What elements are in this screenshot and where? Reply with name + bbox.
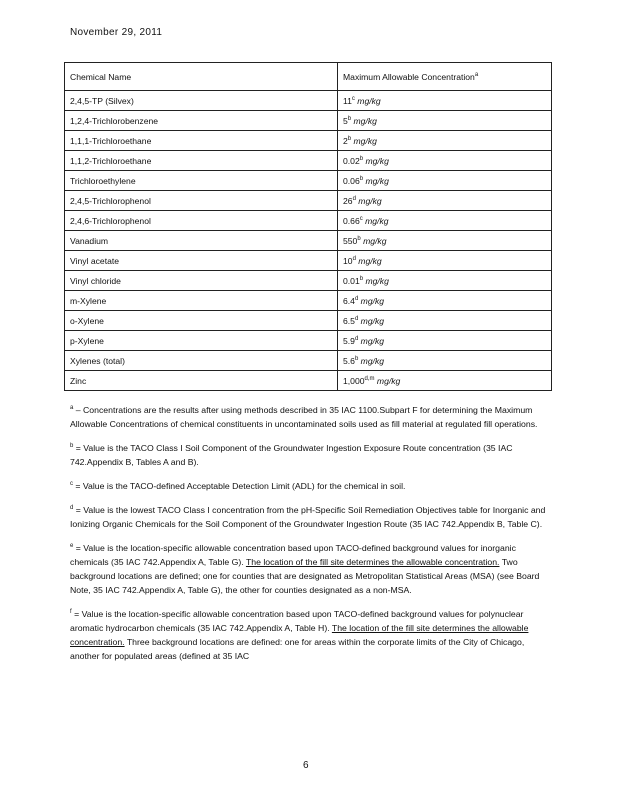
footnote-mark: b	[359, 175, 364, 182]
footnote-mark: c	[359, 215, 363, 222]
column-header-chemical-name: Chemical Name	[65, 63, 338, 91]
table-header-row	[65, 63, 552, 91]
footnote-mark: d	[354, 335, 359, 342]
concentration-cell	[338, 271, 552, 291]
unit-label: mg/kg	[354, 95, 381, 106]
unit-label: mg/kg	[355, 255, 382, 266]
concentration-value: 5.6	[343, 355, 355, 366]
concentration-value: 0.01	[343, 275, 360, 286]
unit-label: mg/kg	[360, 235, 387, 246]
footnote-mark: b	[359, 155, 364, 162]
concentration-cell	[338, 191, 552, 211]
concentration-value: 0.02	[343, 155, 360, 166]
concentration-value: 0.06	[343, 175, 360, 186]
unit-label: mg/kg	[358, 295, 385, 306]
chemical-name-cell: Vanadium	[65, 231, 338, 251]
chemical-name-cell: 1,1,2-Trichloroethane	[65, 151, 338, 171]
concentration-cell	[338, 291, 552, 311]
footnote-c: $^c$ = Value is the TACO-defined Acceptable Detection Limit (ADL) for the chemical in soil.	[70, 481, 406, 491]
concentration-value: 550	[343, 235, 358, 246]
concentration-cell	[338, 331, 552, 351]
unit-label: mg/kg	[363, 275, 389, 286]
concentration-value: 10	[343, 255, 353, 266]
chemical-name-cell: Vinyl chloride	[65, 271, 338, 291]
table-row	[65, 311, 552, 331]
footnote-a: $^a$ – Concentrations are the results after using methods described in 35 IAC 1100.Subpart F for determining the Maximum Allowable Concentrations of chemical constituents in uncontaminated soils used as fill material at regulated fill operations.	[70, 405, 538, 429]
table-row	[65, 151, 552, 171]
table-row	[65, 251, 552, 271]
concentration-value: 6.4	[343, 295, 355, 306]
chemical-name-cell: o-Xylene	[65, 311, 338, 331]
footnote-mark: b	[347, 135, 352, 142]
table-row	[65, 231, 552, 251]
chemical-name-cell: 1,1,1-Trichloroethane	[65, 131, 338, 151]
unit-label: mg/kg	[363, 175, 389, 186]
footnote-mark: d	[352, 195, 356, 202]
concentration-cell	[338, 311, 552, 331]
unit-label: mg/kg	[363, 155, 389, 166]
unit-label: mg/kg	[358, 355, 385, 366]
unit-label: mg/kg	[358, 335, 385, 346]
footnote-mark: b	[359, 275, 364, 282]
unit-label: mg/kg	[351, 135, 377, 146]
table-row	[65, 111, 552, 131]
chemical-name-cell: p-Xylene	[65, 331, 338, 351]
footnotes	[70, 403, 550, 673]
chemical-name-cell: Trichloroethylene	[65, 171, 338, 191]
table-row	[65, 271, 552, 291]
footnote-d: $^d$ = Value is the lowest TACO Class I concentration from the pH-Specific Soil Remediation Objectives table for Inorganic and Ionizing Organic Chemicals for the Soil Component of the Groundwater Ingestion Route (35 IAC 742.Appendix B, Table C).	[70, 505, 546, 529]
chemical-name-cell: 2,4,6-Trichlorophenol	[65, 211, 338, 231]
concentration-value: 6.5	[343, 315, 355, 326]
concentration-value: 5.9	[343, 335, 355, 346]
concentration-cell	[338, 91, 552, 111]
footnote-mark: c	[351, 95, 355, 102]
concentration-value: 2	[343, 135, 348, 146]
footnote-mark: d,m	[364, 375, 375, 382]
footnote-mark: b	[354, 355, 359, 362]
unit-label: mg/kg	[374, 375, 401, 386]
table-row	[65, 191, 552, 211]
concentration-value: 0.66	[343, 215, 360, 226]
chemical-name-cell: 2,4,5-Trichlorophenol	[65, 191, 338, 211]
unit-label: mg/kg	[351, 115, 377, 126]
concentration-value: 1,000	[343, 375, 365, 386]
table-row	[65, 211, 552, 231]
table-row	[65, 91, 552, 111]
unit-label: mg/kg	[358, 315, 385, 326]
table-row	[65, 171, 552, 191]
concentration-cell	[338, 151, 552, 171]
unit-label: mg/kg	[362, 215, 389, 226]
chemical-name-cell: Xylenes (total)	[65, 351, 338, 371]
concentration-cell	[338, 111, 552, 131]
table-row	[65, 291, 552, 311]
table-row	[65, 371, 552, 391]
chemical-table	[64, 62, 552, 391]
concentration-cell	[338, 211, 552, 231]
column-header-max-concentration: Maximum Allowable Concentration$^a$	[338, 63, 552, 91]
chemical-name-cell: 1,2,4-Trichlorobenzene	[65, 111, 338, 131]
concentration-cell	[338, 131, 552, 151]
footnote-mark: b	[347, 115, 352, 122]
table-row	[65, 131, 552, 151]
concentration-cell	[338, 171, 552, 191]
table-row	[65, 351, 552, 371]
footnote-mark: b	[357, 235, 361, 242]
footnote-mark: d	[354, 295, 359, 302]
footnote-e: $^e$ = Value is the location-specific allowable concentration based upon TACO-defined background values for inorganic chemicals (35 IAC 742.Appendix A, Table G). The location of the fill site determines the allowable concentration. Two background locations are defined; one for counties that are designated as Metropolitan Statistical Areas (MSA) (see Board Note, 35 IAC 742.Appendix A, Table G), the other for counties designated as a non-MSA.	[70, 543, 540, 595]
page-number: 6	[303, 760, 309, 771]
chemical-name-cell: Vinyl acetate	[65, 251, 338, 271]
chemical-name-cell: m-Xylene	[65, 291, 338, 311]
footnote-f: $^f$ = Value is the location-specific allowable concentration based upon TACO-defined background values for polynuclear aromatic hydrocarbon chemicals (35 IAC 742.Appendix A, Table H). The location of the fill site determines the allowable concentration. Three background locations are defined: one for areas within the corporate limits of the City of Chicago, another for populated areas (defined at 35 IAC	[70, 609, 529, 661]
concentration-value: 26	[343, 195, 353, 206]
footnote-b: $^b$ = Value is the TACO Class I Soil Component of the Groundwater Ingestion Exposure Route concentration (35 IAC 742.Appendix B, Tables A and B).	[70, 443, 513, 467]
concentration-cell	[338, 351, 552, 371]
concentration-value: 5	[343, 115, 348, 126]
chemical-name-cell: Zinc	[65, 371, 338, 391]
document-date: November 29, 2011	[70, 27, 163, 38]
unit-label: mg/kg	[355, 195, 382, 206]
table-row	[65, 331, 552, 351]
footnote-mark: d	[352, 255, 356, 262]
footnote-mark: d	[354, 315, 359, 322]
concentration-cell	[338, 371, 552, 391]
concentration-value: 11	[343, 95, 352, 106]
concentration-cell	[338, 251, 552, 271]
chemical-name-cell: 2,4,5-TP (Silvex)	[65, 91, 338, 111]
concentration-cell	[338, 231, 552, 251]
